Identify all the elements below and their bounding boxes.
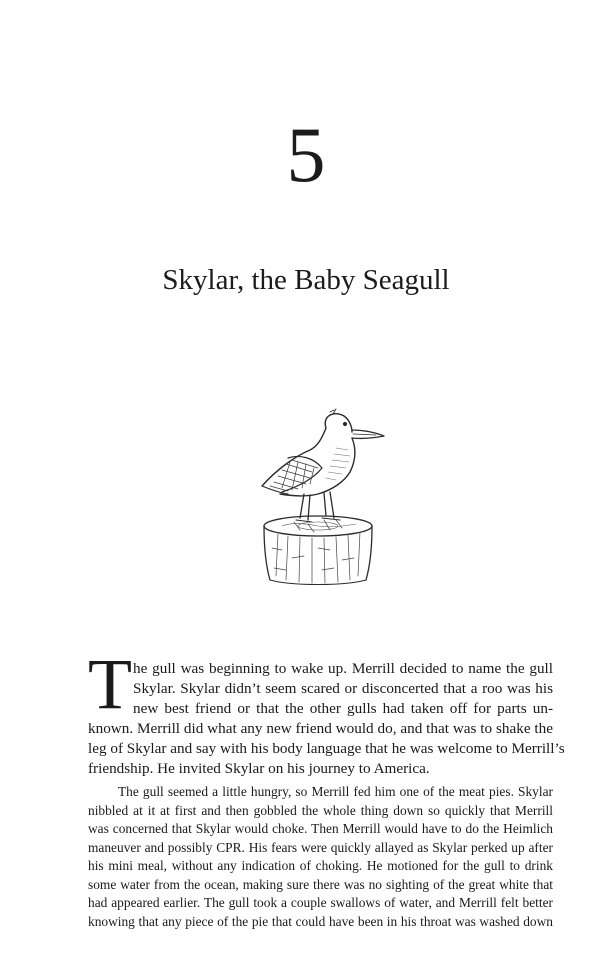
drop-cap: T bbox=[88, 644, 132, 724]
paragraph-2-line: was concerned that Skylar would choke. Then Merrill would have to do the Heimlich bbox=[88, 821, 553, 836]
paragraph-2-line: had appeared earlier. The gull took a couple swallows of water, and Merrill felt better bbox=[88, 895, 553, 910]
paragraph-2-line: The gull seemed a little hungry, so Merrill fed him one of the meat pies. Skylar bbox=[118, 784, 553, 799]
paragraph-2-line: knowing that any piece of the pie that could have been in his throat was washed down bbox=[88, 913, 553, 929]
paragraph-1 bbox=[88, 659, 565, 779]
paragraph-2 bbox=[88, 783, 553, 931]
paragraph-2-line: his mini meal, without any indication of choking. He motioned for the gull to drink bbox=[88, 858, 553, 873]
paragraph-2-line: maneuver and possibly CPR. His fears were quickly allayed as Skylar perked up after bbox=[88, 839, 553, 855]
paragraph-1-line: friendship. He invited Skylar on his journey to America. bbox=[88, 760, 430, 777]
paragraph-1-line: known. Merrill did what any new friend would do, and that was to shake the bbox=[88, 720, 553, 737]
chapter-title: Skylar, the Baby Seagull bbox=[162, 264, 450, 296]
paragraph-1-line: he gull was beginning to wake up. Merrill decided to name the gull bbox=[133, 660, 553, 677]
paragraph-1-line: leg of Skylar and say with his body language that he was welcome to Merrill’s bbox=[88, 740, 565, 757]
paragraph-1-line: new best friend or that the other gulls had taken off for parts un- bbox=[133, 700, 553, 717]
paragraph-2-line: nibbled at it at first and then gobbled the whole thing down so quickly that Merrill bbox=[88, 802, 553, 818]
paragraph-2-line: some water from the ocean, making sure there was no sighting of the great white that bbox=[88, 876, 553, 892]
seagull-on-post-sketch-icon bbox=[252, 398, 392, 588]
paragraph-1-line: Skylar. Skylar didn’t seem scared or disconcerted that a roo was his bbox=[133, 680, 553, 697]
chapter-number: 5 bbox=[286, 111, 326, 198]
